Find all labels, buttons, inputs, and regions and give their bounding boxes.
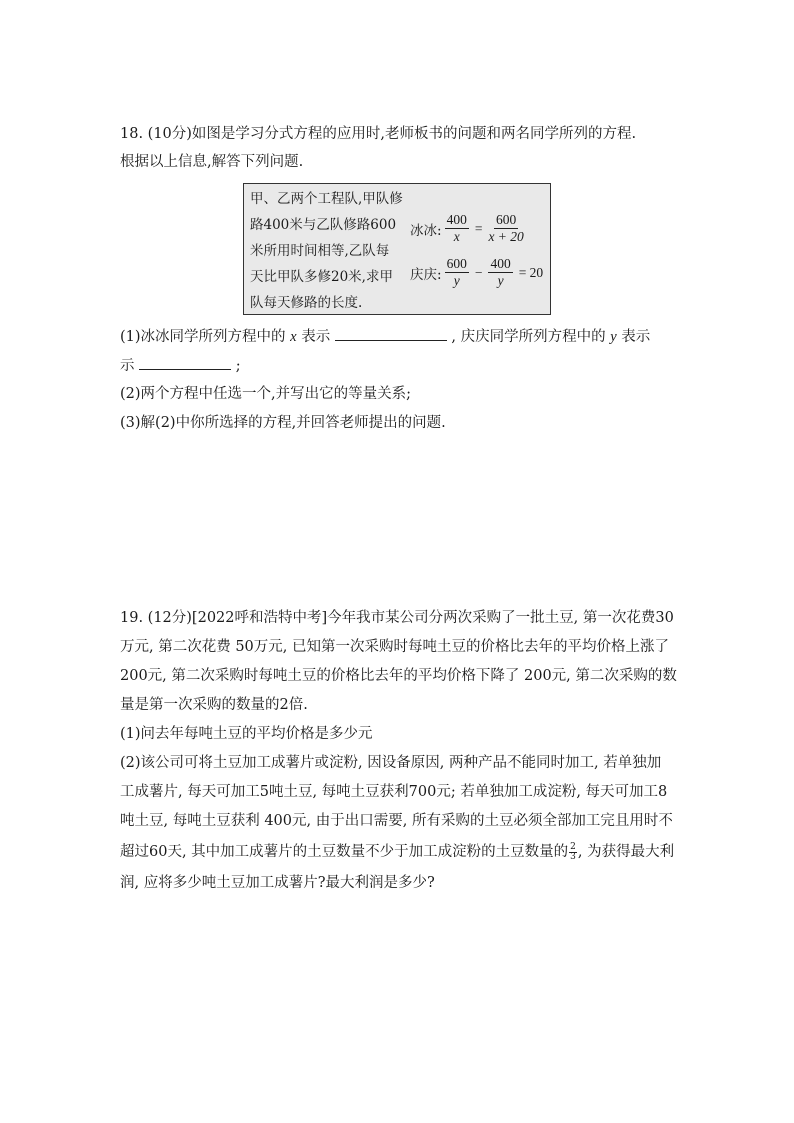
q19-part2-line: 润, 应将多少吨土豆加工成薯片?最大利润是多少?	[120, 875, 435, 891]
denominator: x	[453, 229, 460, 244]
q18-part1-line-2	[120, 355, 241, 376]
q19-line: 19. (12分)[2022呼和浩特中考]今年我市某公司分两次采购了一批土豆, 第一次花费30	[120, 610, 674, 626]
qingqing-label: 庆庆:	[410, 266, 442, 283]
part1-text: , 庆庆同学所列方程中的	[451, 329, 606, 345]
q19-part1: (1)问去年每吨土豆的平均价格是多少元	[120, 726, 373, 742]
bingbing-equation	[410, 212, 527, 245]
part1-text: 表示	[301, 329, 331, 345]
q19-part2-line	[120, 842, 674, 862]
variable-x: x	[290, 329, 297, 345]
numerator: 600	[495, 212, 517, 227]
denominator: x + 20	[488, 229, 524, 244]
fraction	[488, 256, 512, 289]
q18-stem-line-1: 18. (10分)如图是学习分式方程的应用时,老师板书的问题和两名同学所列的方程.	[120, 126, 637, 142]
answer-blank-x[interactable]	[335, 326, 447, 341]
denominator: y	[497, 273, 504, 288]
equals-sign: =	[474, 220, 483, 236]
q19-line: 200元, 第二次采购时每吨土豆的价格比去年的平均价格下降了 200元, 第二次采购的数	[120, 668, 677, 684]
numerator: 400	[446, 212, 467, 227]
numerator: 400	[490, 256, 511, 271]
q18-stem-line-2: 根据以上信息,解答下列问题.	[120, 154, 304, 170]
part2-text: , 为获得最大利	[577, 844, 675, 860]
q19-part2-line: 吨土豆, 每吨土豆获利 400元, 由于出口需要, 所有采购的土豆必须全部加工完且用时不	[120, 813, 673, 829]
q19-part2-line: (2)该公司可将土豆加工成薯片或淀粉, 因设备原因, 两种产品不能同时加工, 若单独加	[120, 755, 662, 771]
denominator: y	[453, 273, 460, 288]
blackboard-figure	[243, 183, 551, 315]
bingbing-label: 冰冰:	[410, 222, 442, 239]
board-problem-line: 队每天修路的长度.	[250, 295, 363, 311]
fraction	[488, 212, 523, 245]
board-problem-line: 甲、乙两个工程队,甲队修	[250, 191, 403, 207]
numerator: 2	[570, 841, 576, 852]
variable-y: y	[610, 329, 617, 345]
part2-text: 超过60天, 其中加工成薯片的土豆数量不少于加工成淀粉的土豆数量的	[120, 844, 569, 860]
part1-text: 示	[120, 358, 135, 374]
part1-text: (1)冰冰同学所列方程中的	[120, 329, 286, 345]
fraction	[445, 212, 469, 245]
numerator: 600	[446, 256, 467, 271]
board-problem-line: 米所用时间相等,乙队每	[250, 243, 390, 259]
part1-text: ;	[235, 358, 241, 374]
answer-blank-y[interactable]	[139, 355, 231, 370]
q18-part1-line-1	[120, 326, 650, 347]
q18-part3: (3)解(2)中你所选择的方程,并回答老师提出的问题.	[120, 415, 446, 431]
q19-part2-line: 工成薯片, 每天可加工5吨土豆, 每吨土豆获利700元; 若单独加工成淀粉, 每天可加工8	[120, 784, 668, 800]
board-problem-line: 路400米与乙队修路600	[250, 217, 397, 233]
qingqing-equation	[410, 256, 546, 289]
part1-text: 表示	[621, 329, 651, 345]
q18-part2: (2)两个方程中任选一个,并写出它的等量关系;	[120, 386, 412, 402]
board-problem-line: 天比甲队多修20米,求甲	[250, 269, 393, 285]
two-thirds-fraction	[569, 843, 577, 862]
q19-line: 万元, 第二次花费 50万元, 已知第一次采购时每吨土豆的价格比去年的平均价格上涨了	[120, 639, 669, 655]
equation-rhs: = 20	[518, 264, 544, 280]
minus-sign: −	[474, 264, 483, 280]
fraction	[445, 256, 469, 289]
q19-line: 量是第一次采购的数量的2倍.	[120, 697, 308, 713]
denominator: 3	[570, 851, 576, 862]
